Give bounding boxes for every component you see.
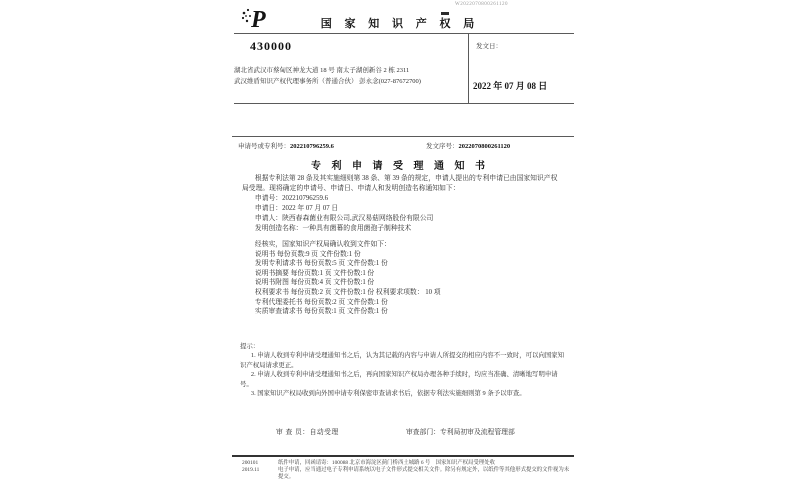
notes-label: 提示： [240,343,260,350]
document-barcode-number: W2022070800261120 [455,2,509,7]
header-divider-line [234,33,574,34]
notice-title: 专 利 申 请 受 理 通 知 书 [311,161,489,172]
reference-row-top-line [232,136,574,137]
document-page [224,0,576,500]
issue-date-box-divider [468,33,469,103]
footer-electronic-instruction: 电子申请，应当通过电子专利申请系统以电子文件形式提交相关文件。除另有规定外，以纸件等其他形式提交的文件视为未提交。 [278,467,570,480]
footer-row-paper [242,460,570,466]
svg-text:P: P [251,7,266,33]
received-documents-list [242,240,564,317]
document-item-exam-request: 实质审查请求书 每份页数:1 页 文件份数:1 份 [254,308,388,316]
document-item-claims: 权利要求书 每份页数:2 页 文件份数:1 份 权利要求项数： 10 项 [254,288,441,296]
reference-row [238,141,572,150]
address-block-bottom-line [234,103,574,104]
notes-section [240,342,564,398]
field-application-number: 申请号：202210796259.6 [254,195,328,202]
application-number-value: 202210796259.6 [290,143,334,150]
body-intro-paragraph: 根据专利法第 28 条及其实施细则第 38 条、第 39 条的规定，申请人提出的专利申请已由国家知识产权局受理。现将确定的申请号、申请日、申请人和发明创造名称通知如下： [242,175,558,192]
footer-form-version: 2019.11 [242,467,260,474]
department-value: 专利局初审及流程管理部 [439,429,515,436]
footer-paper-instruction: 纸件申请，回函请寄：100088 北京市海淀区蓟门桥西土城路 6 号 国家知识产权局受理处收 [278,460,495,466]
document-item-request-form: 发明专利请求书 每份页数:5 页 文件份数:1 份 [254,260,388,268]
footer-divider-line [232,455,574,457]
serial-number-value: 2022070800261120 [458,143,511,150]
application-number-label: 申请号或专利号： [238,143,290,150]
examiner-label: 审 查 员： [276,429,310,436]
document-item-abstract: 说明书摘要 每份页数:1 页 文件份数:1 份 [254,269,375,277]
issue-date-label: 发文日： [476,43,502,50]
field-application-date: 申请日：2022 年 07 月 07 日 [254,205,339,212]
footer-form-code: 200101 [242,460,259,466]
document-item-drawings: 说明书附图 每份页数:4 页 文件份数:1 份 [254,279,375,287]
department-label: 审查部门： [406,429,440,436]
issue-date-value: 2022 年 07 月 08 日 [473,81,548,91]
field-applicant: 申请人：陕西春森菌业有限公司,武汉易菇网络股份有限公司 [254,215,434,222]
note-item-2: 2. 申请人收到专利申请受理通知书之后，再向国家知识产权局办理各种手续时，均应当准确、清晰地写明申请号。 [240,371,558,388]
recipient-address-line1: 湖北省武汉市蔡甸区神龙大道 18 号 南太子湖创新谷 2 栋 2311 [234,67,410,74]
footer-row-electronic [242,467,570,480]
scan-artifact-mark [441,12,449,15]
note-item-3: 3. 国家知识产权局收到向外国申请专利保密审查请求书后，依据专利法实施细则第 9 条予以审查。 [250,390,526,398]
agency-title: 国 家 知 识 产 权 局 [320,18,480,30]
documents-confirm-intro: 经核实，国家知识产权局确认收到文件如下： [254,241,391,248]
document-item-description: 说明书 每份页数:9 页 文件份数:1 份 [254,250,361,258]
recipient-postcode: 430000 [250,39,292,53]
serial-number-label: 发文序号： [426,143,459,150]
notice-body [242,174,564,234]
document-item-poa: 专利代理委托书 每份页数:2 页 文件份数:1 份 [254,298,388,306]
note-item-1: 1. 申请人收到专利申请受理通知书之后，认为其记载的内容与申请人所提交的相应内容不一致时，可以向国家知识产权局请求更正。 [240,352,565,369]
examiner-value: 自动受理 [309,429,339,436]
field-invention-title: 发明创造名称：一种具有菌幕的食用菌孢子制种技术 [254,225,412,232]
recipient-address-line2: 武汉维盾知识产权代理事务所（普通合伙） 彭永念(027-87672700) [234,78,421,85]
footer-block [242,460,570,481]
